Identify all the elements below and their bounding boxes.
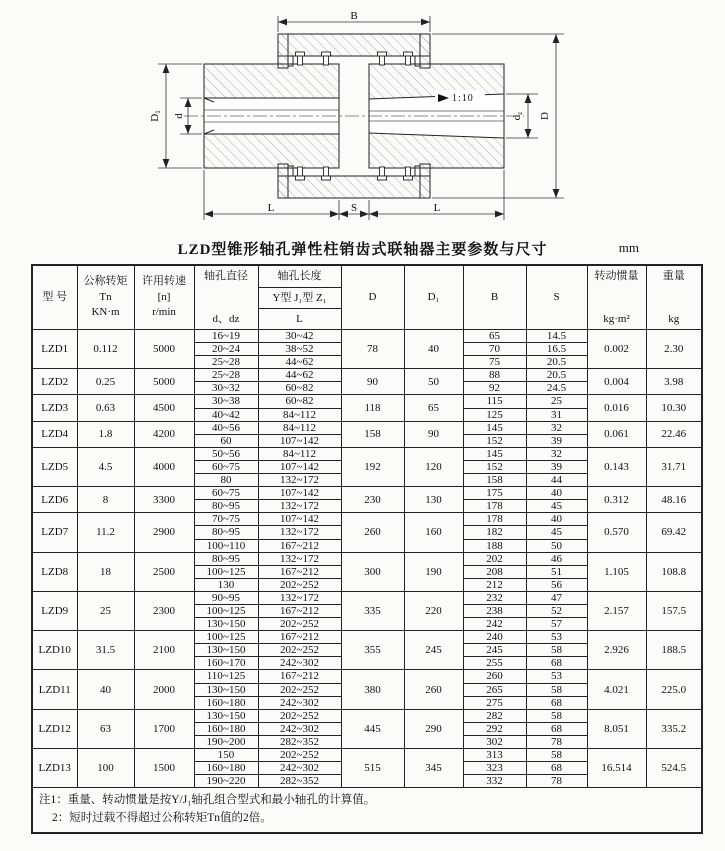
cell-S: 68 [526,722,587,735]
cell-torque: 11.2 [77,513,134,552]
cell-S: 78 [526,735,587,748]
cell-bore-diameter: 30~32 [194,382,258,395]
cell-S: 40 [526,513,587,526]
cell-B: 115 [463,395,526,408]
cell-bore-length: 242~302 [258,657,341,670]
cell-S: 68 [526,657,587,670]
cell-S: 57 [526,618,587,631]
cell-weight: 48.16 [646,487,702,513]
cell-D1: 120 [404,447,463,486]
cell-bore-diameter: 150 [194,749,258,762]
cell-B: 182 [463,526,526,539]
cell-inertia: 0.016 [587,395,646,421]
cell-bore-diameter: 130~150 [194,644,258,657]
cell-bore-length: 202~252 [258,578,341,591]
col-header-torque [77,265,134,330]
cell-B: 323 [463,762,526,775]
table-row [32,513,702,526]
sleeve-top-cap-right [420,34,430,68]
cell-bore-diameter: 80~95 [194,526,258,539]
table-body [32,330,702,788]
cell-weight: 3.98 [646,369,702,395]
cell-bore-length: 132~172 [258,552,341,565]
cell-bore-diameter: 20~24 [194,343,258,356]
cell-S: 45 [526,500,587,513]
cell-bore-length: 202~252 [258,683,341,696]
table-row [32,447,702,460]
cell-bore-length: 60~82 [258,382,341,395]
cell-bore-length: 132~172 [258,591,341,604]
cell-speed: 4200 [134,421,194,447]
bore-diameter-title: 轴孔直径 [204,269,248,282]
cell-bore-diameter: 40~56 [194,421,258,434]
cell-bore-length: 107~142 [258,434,341,447]
cell-B: 275 [463,696,526,709]
cell-D: 300 [341,552,404,591]
cell-bore-length: 132~172 [258,526,341,539]
cell-D1: 260 [404,670,463,709]
cell-S: 58 [526,644,587,657]
cell-B: 145 [463,421,526,434]
cell-bore-length: 132~172 [258,500,341,513]
cell-S: 68 [526,696,587,709]
cell-bore-length: 107~142 [258,487,341,500]
cell-B: 212 [463,578,526,591]
cell-bore-diameter: 40~42 [194,408,258,421]
cell-D: 445 [341,709,404,748]
dim-label-B: B [350,10,358,22]
cell-bore-length: 202~252 [258,749,341,762]
cell-model: LZD8 [32,552,77,591]
cell-model: LZD5 [32,447,77,486]
cell-D: 355 [341,631,404,670]
cell-S: 32 [526,421,587,434]
cell-S: 46 [526,552,587,565]
cell-torque: 0.63 [77,395,134,421]
cell-model: LZD4 [32,421,77,447]
cell-bore-length: 30~42 [258,330,341,343]
note-1: 注1：重量、转动惯量是按Y/J₁轴孔组合型式和最小轴孔的计算值。 [39,794,376,807]
cell-B: 152 [463,460,526,473]
cell-torque: 1.8 [77,421,134,447]
cell-inertia: 1.105 [587,552,646,591]
speed-title: 许用转速 [142,274,186,287]
inertia-unit: kg·m² [603,313,630,326]
cell-S: 47 [526,591,587,604]
cell-inertia: 0.312 [587,487,646,513]
cell-weight: 188.5 [646,631,702,670]
cell-D: 230 [341,487,404,513]
cell-speed: 1500 [134,749,194,788]
cell-torque: 31.5 [77,631,134,670]
cell-model: LZD6 [32,487,77,513]
cell-B: 332 [463,775,526,788]
cell-speed: 5000 [134,369,194,395]
col-header-model: 型 号 [32,265,77,330]
cell-S: 78 [526,775,587,788]
cell-D1: 50 [404,369,463,395]
cell-model: LZD12 [32,709,77,748]
cell-bore-diameter: 50~56 [194,447,258,460]
cell-bore-diameter: 25~28 [194,369,258,382]
cell-D1: 220 [404,591,463,630]
cell-S: 20.5 [526,369,587,382]
cell-bore-diameter: 160~180 [194,762,258,775]
cell-D1: 90 [404,421,463,447]
inertia-title: 转动惯量 [594,269,639,282]
cell-D1: 65 [404,395,463,421]
cell-bore-diameter: 80~95 [194,552,258,565]
cell-inertia: 4.021 [587,670,646,709]
cell-B: 175 [463,487,526,500]
cell-bore-diameter: 190~220 [194,775,258,788]
cell-inertia: 0.002 [587,330,646,369]
cell-bore-length: 107~142 [258,460,341,473]
cell-bore-length: 44~62 [258,356,341,369]
cell-S: 58 [526,749,587,762]
cell-torque: 100 [77,749,134,788]
cell-bore-length: 282~352 [258,775,341,788]
cell-D: 118 [341,395,404,421]
taper-label: 1:10 [452,93,474,104]
cell-inertia: 2.157 [587,591,646,630]
cell-S: 50 [526,539,587,552]
cell-torque: 0.25 [77,369,134,395]
cell-B: 145 [463,447,526,460]
cell-B: 178 [463,500,526,513]
cell-D1: 290 [404,709,463,748]
cell-bore-diameter: 70~75 [194,513,258,526]
torque-title: 公称转矩 [83,274,128,287]
cell-bore-diameter: 80~95 [194,500,258,513]
sleeve-top-cap-left [278,34,288,68]
cell-bore-length: 167~212 [258,539,341,552]
cell-S: 25 [526,395,587,408]
table-row [32,395,702,408]
cell-S: 39 [526,460,587,473]
table-row [32,330,702,343]
cell-S: 39 [526,434,587,447]
cell-B: 245 [463,644,526,657]
cell-speed: 1700 [134,709,194,748]
cell-inertia: 0.143 [587,447,646,486]
weight-title: 重量 [662,269,685,282]
cell-S: 56 [526,578,587,591]
table-notes [32,788,702,833]
cell-model: LZD3 [32,395,77,421]
cell-bore-length: 84~112 [258,421,341,434]
cell-S: 51 [526,565,587,578]
cell-B: 188 [463,539,526,552]
dim-label-D: D [539,112,551,120]
cell-D: 260 [341,513,404,552]
cell-bore-length: 38~52 [258,343,341,356]
cell-weight: 108.8 [646,552,702,591]
sleeve-bottom-cap-right [420,164,430,198]
cell-weight: 335.2 [646,709,702,748]
col-header-weight [646,265,702,330]
cell-model: LZD1 [32,330,77,369]
cell-model: LZD9 [32,591,77,630]
cell-torque: 25 [77,591,134,630]
col-header-inertia [587,265,646,330]
cell-B: 88 [463,369,526,382]
cell-S: 68 [526,762,587,775]
cell-bore-diameter: 100~125 [194,631,258,644]
cell-B: 242 [463,618,526,631]
cell-bore-diameter: 110~125 [194,670,258,683]
cell-S: 32 [526,447,587,460]
cell-weight: 22.46 [646,421,702,447]
cell-D: 515 [341,749,404,788]
cell-bore-diameter: 130~150 [194,618,258,631]
cell-bore-diameter: 25~28 [194,356,258,369]
cell-speed: 5000 [134,330,194,369]
cell-speed: 3300 [134,487,194,513]
cell-model: LZD2 [32,369,77,395]
cell-B: 260 [463,670,526,683]
cell-inertia: 0.570 [587,513,646,552]
cell-D1: 40 [404,330,463,369]
bore-diameter-symbols: d、dz [212,313,240,326]
cell-bore-diameter: 60~75 [194,487,258,500]
cell-speed: 2500 [134,552,194,591]
speed-unit: r/min [152,306,176,319]
cell-torque: 40 [77,670,134,709]
weight-unit: kg [668,313,680,326]
cell-torque: 18 [77,552,134,591]
cell-B: 265 [463,683,526,696]
table-header [32,265,702,330]
cell-B: 238 [463,604,526,617]
cell-bore-diameter: 60 [194,434,258,447]
cell-inertia: 8.051 [587,709,646,748]
col-header-S: S [526,265,587,330]
cell-bore-length: 167~212 [258,604,341,617]
dim-label-L-right: L [433,202,441,214]
cell-D: 380 [341,670,404,709]
dim-label-d: d [173,113,185,119]
cell-bore-diameter: 130 [194,578,258,591]
cell-bore-length: 44~62 [258,369,341,382]
cell-weight: 524.5 [646,749,702,788]
cell-D1: 345 [404,749,463,788]
cell-D: 90 [341,369,404,395]
cell-speed: 2300 [134,591,194,630]
cell-bore-length: 167~212 [258,565,341,578]
cell-B: 255 [463,657,526,670]
cell-D: 158 [341,421,404,447]
cell-B: 158 [463,474,526,487]
cell-bore-length: 242~302 [258,762,341,775]
col-header-D: D [341,265,404,330]
cell-B: 240 [463,631,526,644]
cell-B: 75 [463,356,526,369]
cell-inertia: 2.926 [587,631,646,670]
cell-bore-diameter: 100~125 [194,604,258,617]
table-row [32,749,702,762]
cell-torque: 4.5 [77,447,134,486]
cell-bore-diameter: 130~150 [194,709,258,722]
cell-speed: 2000 [134,670,194,709]
cell-B: 65 [463,330,526,343]
table-footer [32,788,702,833]
cell-inertia: 0.004 [587,369,646,395]
cell-bore-diameter: 80 [194,474,258,487]
cell-S: 53 [526,670,587,683]
cell-bore-diameter: 160~180 [194,696,258,709]
cell-S: 40 [526,487,587,500]
table-row [32,670,702,683]
cell-D: 335 [341,591,404,630]
cell-bore-length: 167~212 [258,631,341,644]
cell-D1: 190 [404,552,463,591]
cell-bore-diameter: 16~19 [194,330,258,343]
cell-B: 125 [463,408,526,421]
page-title: LZD型锥形轴孔弹性柱销齿式联轴器主要参数与尺寸 [177,242,548,258]
cell-bore-length: 202~252 [258,618,341,631]
coupling-section-svg [104,6,624,238]
cell-speed: 2900 [134,513,194,552]
cell-bore-diameter: 190~200 [194,735,258,748]
table-row [32,487,702,500]
cell-bore-diameter: 30~38 [194,395,258,408]
cell-bore-diameter: 160~170 [194,657,258,670]
cell-torque: 63 [77,709,134,748]
dim-label-D1: D1 [149,110,162,122]
cell-model: LZD7 [32,513,77,552]
dim-label-S: S [350,202,358,214]
cell-bore-length: 132~172 [258,474,341,487]
cell-S: 52 [526,604,587,617]
torque-unit: KN·m [91,306,120,319]
table-row [32,552,702,565]
cell-bore-length: 282~352 [258,735,341,748]
cell-S: 58 [526,709,587,722]
cell-S: 16.5 [526,343,587,356]
cell-S: 14.5 [526,330,587,343]
cell-speed: 2100 [134,631,194,670]
cell-speed: 4000 [134,447,194,486]
cell-weight: 31.71 [646,447,702,486]
table-row [32,631,702,644]
cell-B: 232 [463,591,526,604]
table-row [32,591,702,604]
cell-weight: 225.0 [646,670,702,709]
cell-bore-diameter: 100~125 [194,565,258,578]
coupling-drawing [104,6,624,238]
cell-B: 313 [463,749,526,762]
cell-S: 44 [526,474,587,487]
col-header-speed [134,265,194,330]
cell-weight: 69.42 [646,513,702,552]
cell-model: LZD11 [32,670,77,709]
col-header-bore-length-types: Y型 J₁型 Z₁ [258,288,341,309]
cell-S: 24.5 [526,382,587,395]
cell-bore-diameter: 90~95 [194,591,258,604]
cell-weight: 2.30 [646,330,702,369]
cell-B: 152 [463,434,526,447]
cell-D: 78 [341,330,404,369]
cell-torque: 8 [77,487,134,513]
note-2: 2：短时过载不得超过公称转矩Tn值的2倍。 [52,811,272,824]
cell-bore-length: 202~252 [258,644,341,657]
cell-bore-diameter: 160~180 [194,722,258,735]
cell-bore-length: 242~302 [258,722,341,735]
table-row [32,421,702,434]
speed-symbol: [n] [157,290,171,303]
sleeve-bottom-cap-left [278,164,288,198]
cell-S: 31 [526,408,587,421]
cell-B: 282 [463,709,526,722]
cell-B: 302 [463,735,526,748]
cell-S: 45 [526,526,587,539]
col-header-bore-length: 轴孔长度 [258,265,341,288]
title-row [0,238,725,259]
cell-inertia: 0.061 [587,421,646,447]
table-row [32,369,702,382]
cell-speed: 4500 [134,395,194,421]
dim-label-dz: dz [511,111,524,121]
cell-bore-diameter: 60~75 [194,460,258,473]
cell-weight: 157.5 [646,591,702,630]
cell-D1: 245 [404,631,463,670]
cell-model: LZD10 [32,631,77,670]
col-header-D1: D₁ [404,265,463,330]
cell-bore-length: 84~112 [258,408,341,421]
cell-B: 70 [463,343,526,356]
col-header-bore-length-symbol: L [258,309,341,330]
cell-bore-length: 167~212 [258,670,341,683]
cell-B: 208 [463,565,526,578]
cell-S: 58 [526,683,587,696]
cell-B: 92 [463,382,526,395]
unit-label: mm [618,240,639,255]
cell-bore-diameter: 130~150 [194,683,258,696]
col-header-bore-diameter [194,265,258,330]
cell-bore-length: 107~142 [258,513,341,526]
cell-B: 178 [463,513,526,526]
table-row [32,709,702,722]
cell-inertia: 16.514 [587,749,646,788]
cell-D: 192 [341,447,404,486]
cell-bore-length: 202~252 [258,709,341,722]
cell-bore-length: 60~82 [258,395,341,408]
cell-S: 53 [526,631,587,644]
cell-B: 292 [463,722,526,735]
cell-model: LZD13 [32,749,77,788]
parameters-table [31,264,703,834]
cell-bore-diameter: 100~110 [194,539,258,552]
cell-weight: 10.30 [646,395,702,421]
cell-bore-length: 242~302 [258,696,341,709]
cell-D1: 130 [404,487,463,513]
dim-label-L-left: L [267,202,275,214]
cell-B: 202 [463,552,526,565]
col-header-B: B [463,265,526,330]
cell-torque: 0.112 [77,330,134,369]
cell-bore-length: 84~112 [258,447,341,460]
torque-symbol: Tn [99,290,112,303]
cell-S: 20.5 [526,356,587,369]
cell-D1: 160 [404,513,463,552]
